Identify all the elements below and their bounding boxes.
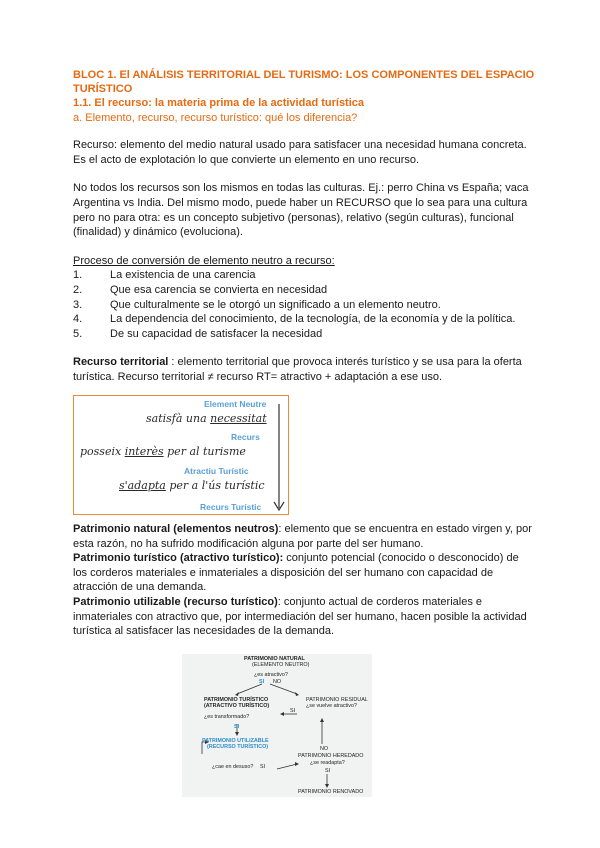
node-patrimonio-natural: PATRIMONIO NATURAL (244, 656, 305, 662)
handwriting-adapta: s'adapta per a l'ús turístic (119, 479, 265, 492)
answer-si-desuso: SI (260, 764, 266, 770)
list-item: 3. Que culturalmente se le otorgó un significado a un elemento neutro. (73, 298, 441, 311)
handwriting-interes: posseix interès per al turisme (80, 445, 246, 458)
question-vuelve-atractivo: ¿se vuelve atractivo? (306, 703, 357, 709)
handwriting-necessitat: satisfà una necessitat (146, 412, 267, 425)
recurso-paragraph: Recurso: elemento del medio natural usado para satisfacer una necesidad humana concreta. Es el acto de explotación lo que convierte un elemento en uno recurso. (73, 139, 527, 166)
node-patrimonio-turistico-sub: (ATRACTIVO TURÍSTICO) (204, 703, 270, 709)
definition-patrimonio-turistico: Patrimonio turístico (atractivo turístico): conjunto potencial (conocido o desconocido) de los corderos materiales e inmateriales a disposición del ser humano con capacidad de atracción de una demanda. (73, 552, 519, 594)
question-atractivo: ¿es atractivo? (254, 672, 288, 678)
label-element-neutre: Element Neutre (204, 399, 267, 409)
question-desuso: ¿cae en desuso? (212, 764, 254, 770)
node-patrimonio-utilizable-sub: (RECURSO TURÍSTICO) (207, 744, 269, 750)
subsection-heading: a. Elemento, recurso, recurso turístico: qué los diferencia? (73, 111, 358, 124)
answer-si-vuelve: SI (290, 708, 296, 714)
node-patrimonio-heredado: PATRIMONIO HEREDADO (298, 753, 364, 759)
node-patrimonio-renovado: PATRIMONIO RENOVADO (298, 789, 364, 795)
no-todos-paragraph: No todos los recursos son los mismos en todas las culturas. Ej.: perro China vs España; vaca Argentina vs India. Del mismo modo, puede haber un RECURSO que lo sea para una cultura pero no para otra: es un concepto subjetivo (personas), relativo (según culturas), funcional (finalidad) y dinámico (evoluciona). (73, 182, 529, 239)
node-patrimonio-residual: PATRIMONIO RESIDUAL (306, 697, 368, 703)
list-item: 4. La dependencia del conocimiento, de la tecnología, de la economía y de la política. (73, 313, 516, 326)
list-item: 2. Que esa carencia se convierta en necesidad (73, 283, 328, 296)
conversion-diagram (73, 395, 289, 515)
node-patrimonio-turistico: PATRIMONIO TURÍSTICO (204, 697, 269, 703)
list-item: 5. De su capacidad de satisfacer la necesidad (73, 327, 323, 340)
node-patrimonio-utilizable: PATRIMONIO UTILIZABLE (202, 738, 269, 744)
bloc-heading: BLOC 1. El ANÁLISIS TERRITORIAL DEL TURISMO: LOS COMPONENTES DEL ESPACIO TURÍSTICO (73, 69, 535, 95)
answer-no-heredado: NO (320, 746, 329, 752)
node-patrimonio-natural-sub: (ELEMENTO NEUTRO) (252, 662, 310, 668)
answer-si-readapta: SI (325, 768, 331, 774)
definitions-block (73, 522, 535, 639)
label-atractiu-turistic: Atractiu Turístic (184, 466, 249, 476)
answer-no: NO (273, 679, 282, 685)
recurso-territorial-paragraph: Recurso territorial : elemento territorial que provoca interés turístico y se usa para la oferta turística. Recurso territorial ≠ recurso RT= atractivo + adaptación a ese uso. (73, 356, 522, 383)
definition-patrimonio-natural: Patrimonio natural (elementos neutros): elemento que se encuentra en estado virgen y, por esta razón, no ha sufrido modificación alguna por parte del ser humano. (73, 523, 532, 550)
patrimonio-flow-diagram (182, 654, 372, 797)
section-heading: 1.1. El recurso: la materia prima de la actividad turística (73, 97, 365, 109)
answer-si: SI (259, 679, 265, 685)
question-transformado: ¿es transformado? (204, 714, 250, 720)
process-title: Proceso de conversión de elemento neutro a recurso: (73, 254, 335, 267)
label-recurs-turistic: Recurs Turístic (200, 502, 262, 512)
down-arrow-icon (272, 404, 286, 514)
answer-si-transformado: SI (234, 724, 240, 730)
process-list (73, 268, 535, 341)
list-item: 1. La existencia de una carencia (73, 269, 256, 282)
document-page (73, 68, 535, 385)
label-recurs: Recurs (231, 432, 260, 442)
question-readapta: ¿se readapta? (310, 760, 345, 766)
definition-patrimonio-utilizable: Patrimonio utilizable (recurso turístico): conjunto actual de corderos materiales e inmateriales con atractivo que, por intermediación del ser humano, hacen posible la actividad turística al satisfacer las necesidades de la demanda. (73, 595, 527, 638)
